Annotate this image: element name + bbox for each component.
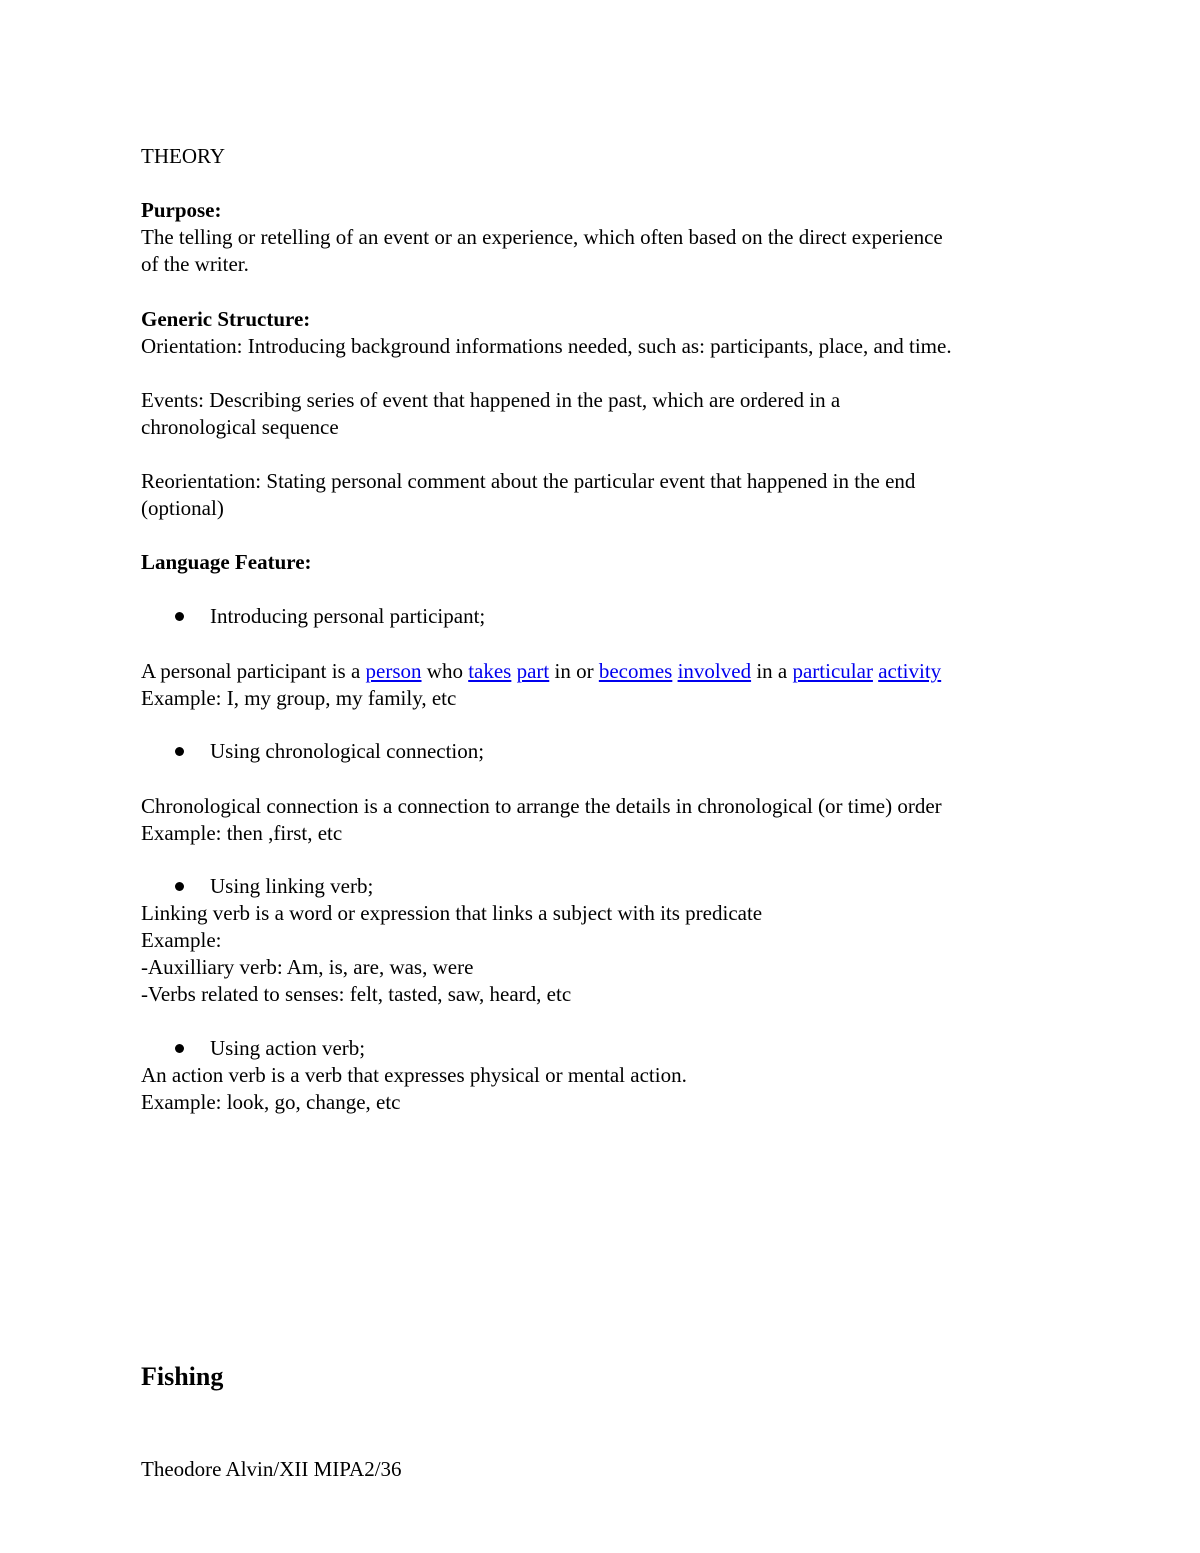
linking-verb-line: Example: <box>141 928 222 952</box>
link-activity[interactable]: activity <box>878 659 942 683</box>
action-verb-line: An action verb is a verb that expresses physical or mental action. <box>141 1063 687 1087</box>
purpose-heading: Purpose: <box>141 198 222 222</box>
participant-definition <box>141 658 941 685</box>
definition-text: in a <box>751 659 793 683</box>
linking-verb-line: -Verbs related to senses: felt, tasted, saw, heard, etc <box>141 982 572 1006</box>
linking-verb-line: -Auxilliary verb: Am, is, are, was, were <box>141 955 474 979</box>
language-feature-heading: Language Feature: <box>141 550 312 574</box>
story-title: Fishing <box>141 1362 224 1391</box>
bullet-item-personal-participant: Introducing personal participant; <box>210 604 486 628</box>
chronological-definition: Chronological connection is a connection to arrange the details in chronological (or time) order <box>141 794 942 818</box>
orientation-text: Orientation: Introducing background informations needed, such as: participants, place, and time. <box>141 334 952 358</box>
bullet-icon <box>175 1044 184 1053</box>
bullet-icon <box>175 882 184 891</box>
structure-heading: Generic Structure: <box>141 307 311 331</box>
reorientation-text-line: (optional) <box>141 496 224 520</box>
author-line: Theodore Alvin/XII MIPA2/36 <box>141 1457 402 1481</box>
link-becomes[interactable]: becomes <box>598 659 673 683</box>
bullet-icon <box>175 747 184 756</box>
bullet-item-linking-verb: Using linking verb; <box>210 874 374 898</box>
participant-example: Example: I, my group, my family, etc <box>141 686 457 710</box>
document-title: THEORY <box>141 144 225 168</box>
definition-text: A personal participant is a <box>141 659 366 683</box>
bullet-icon <box>175 612 184 621</box>
link-part[interactable]: part <box>516 659 550 683</box>
events-text-line: Events: Describing series of event that happened in the past, which are ordered in a <box>141 388 841 412</box>
link-particular[interactable]: particular <box>792 659 873 683</box>
link-involved[interactable]: involved <box>677 659 752 683</box>
definition-text: who <box>421 659 469 683</box>
events-text-line: chronological sequence <box>141 415 339 439</box>
purpose-text-line: of the writer. <box>141 252 249 276</box>
link-person[interactable]: person <box>365 659 422 683</box>
definition-text: in or <box>549 659 599 683</box>
linking-verb-line: Linking verb is a word or expression that links a subject with its predicate <box>141 901 763 925</box>
purpose-text-line: The telling or retelling of an event or an experience, which often based on the direct experience <box>141 225 943 249</box>
bullet-item-chronological-connection: Using chronological connection; <box>210 739 485 763</box>
link-takes[interactable]: takes <box>468 659 512 683</box>
action-verb-line: Example: look, go, change, etc <box>141 1090 401 1114</box>
chronological-example: Example: then ,first, etc <box>141 821 343 845</box>
bullet-item-action-verb: Using action verb; <box>210 1036 366 1060</box>
reorientation-text-line: Reorientation: Stating personal comment about the particular event that happened in the end <box>141 469 916 493</box>
